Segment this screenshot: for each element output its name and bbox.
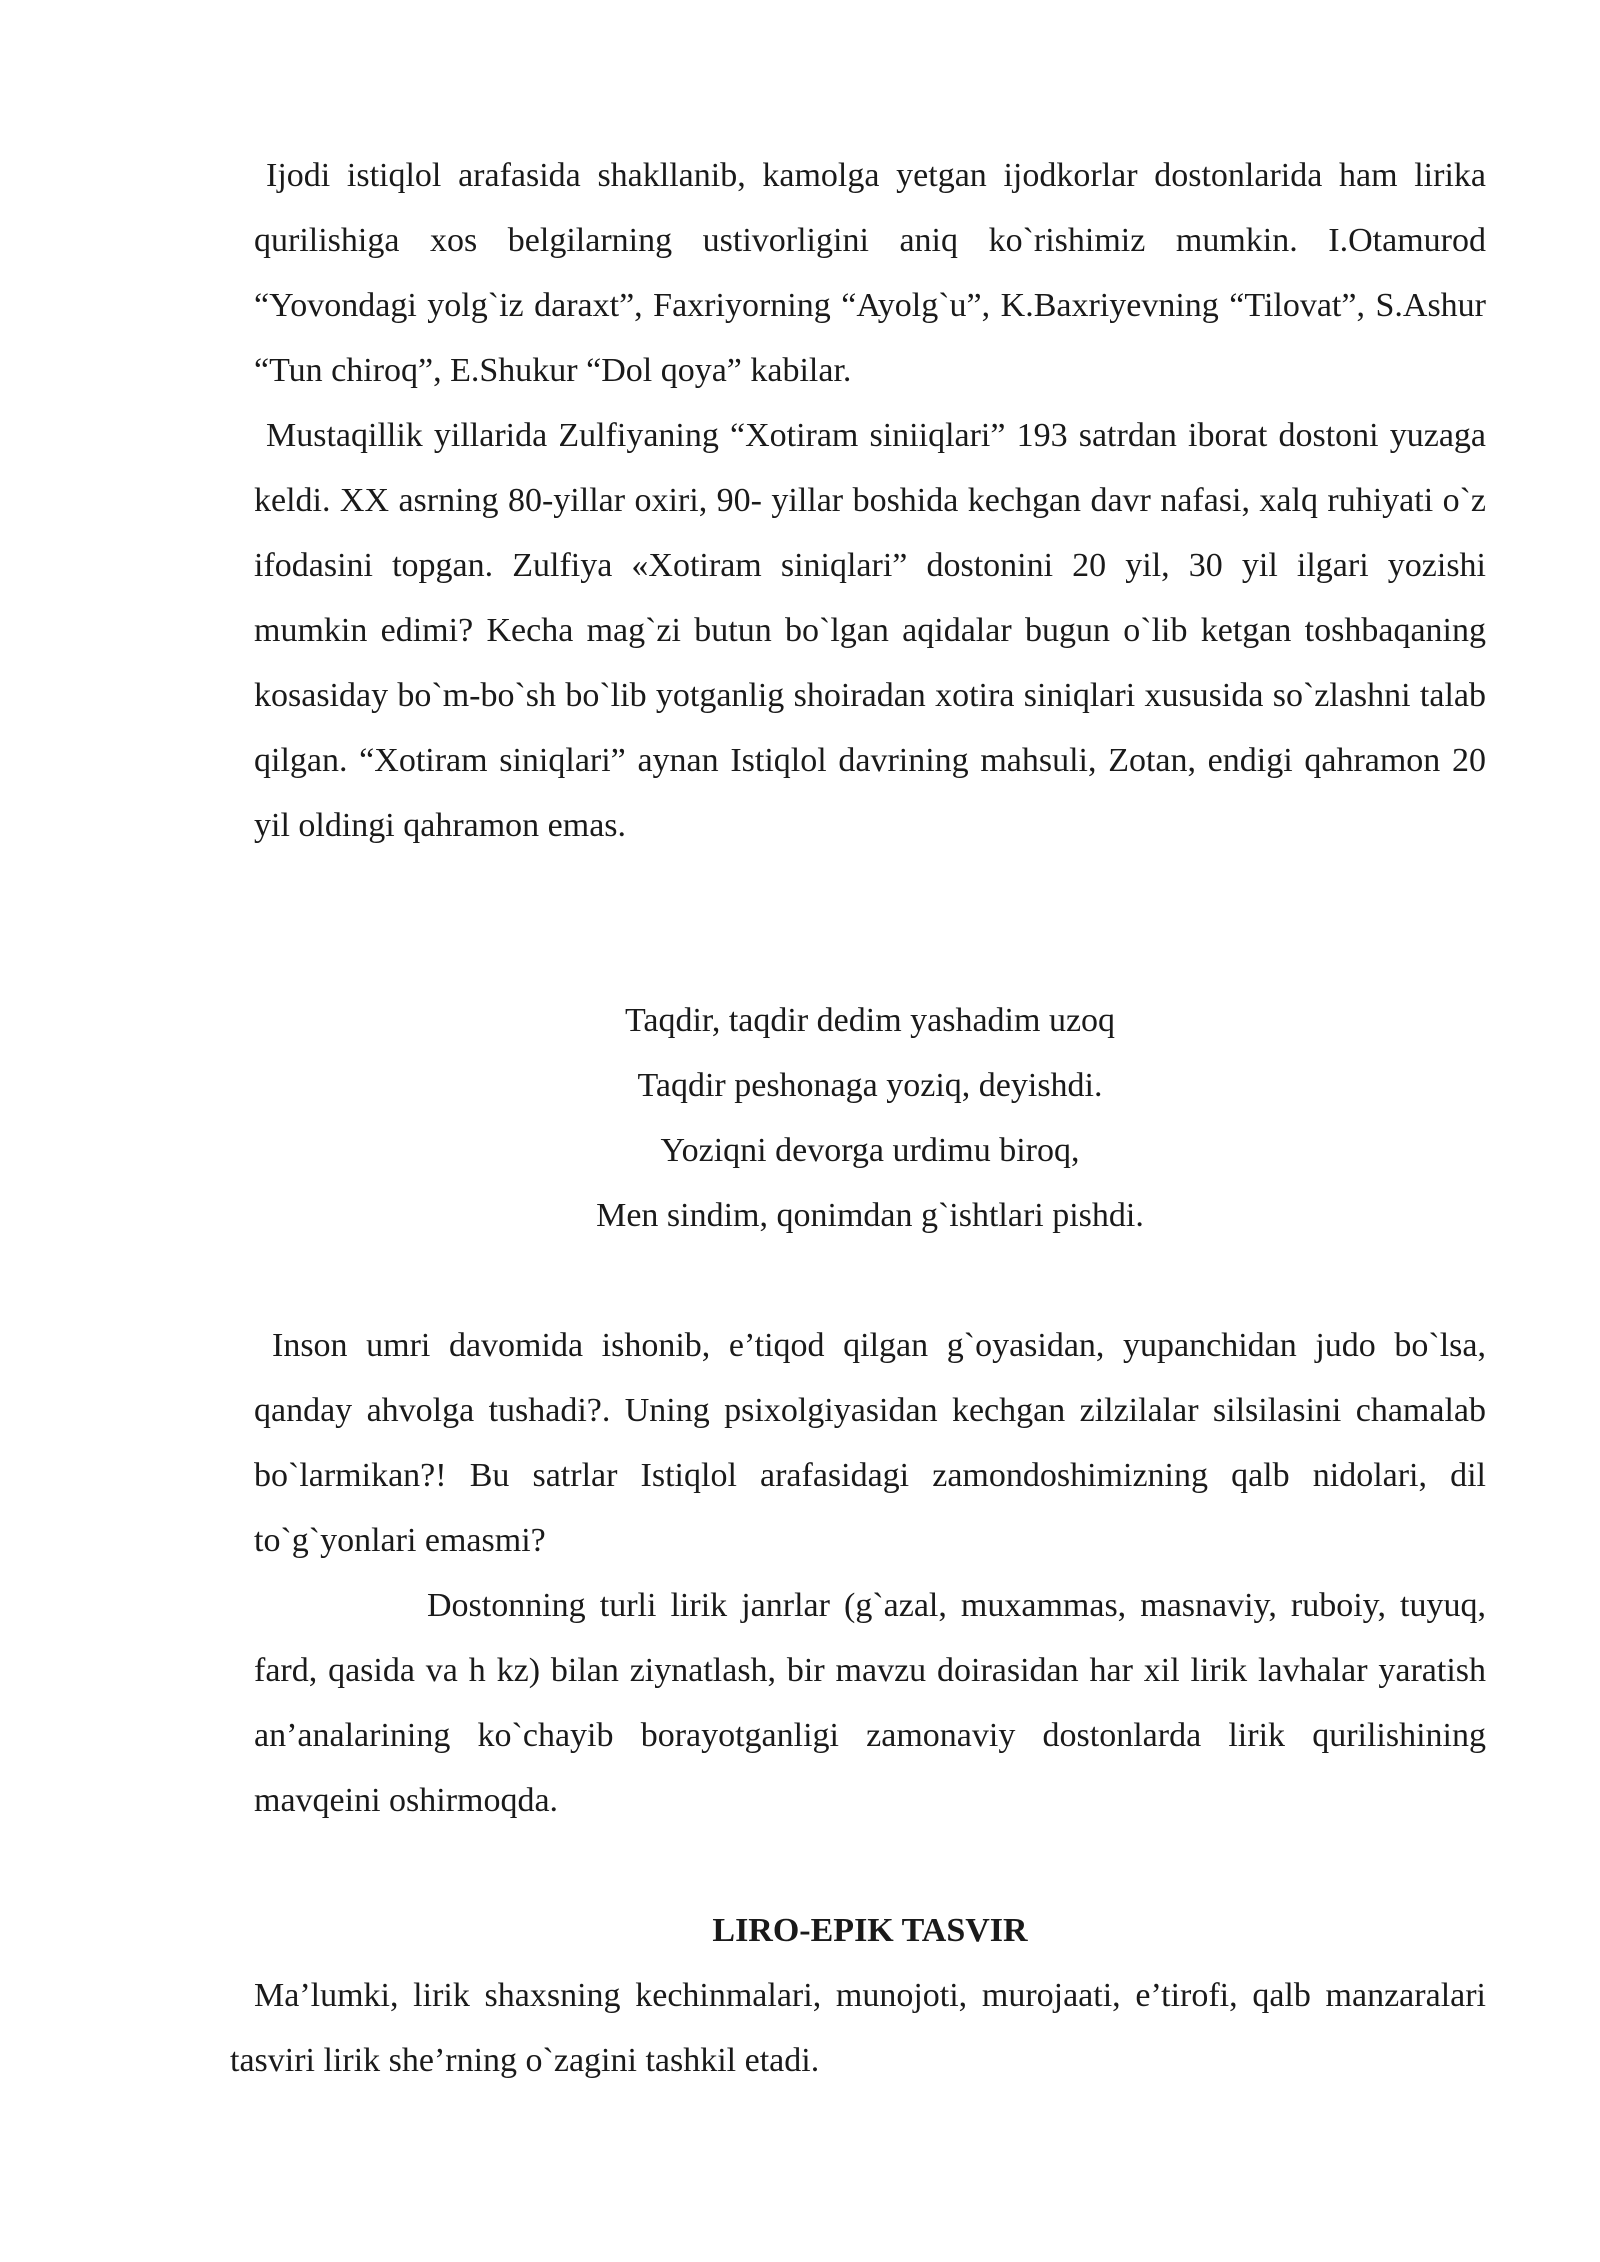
paragraph: Ijodi istiqlol arafasida shakllanib, kamolga yetgan ijodkorlar dostonlarida ham lirika qurilishiga xos belgilarning ustivorligini aniq ko`rishimiz mumkin. I.Otamurod “Yovondagi yolg`iz daraxt”, Faxriyorning “Ayolg`u”, K.Baxriyevning “Tilovat”, S.Ashur “Tun chiroq”, E.Shukur “Dol qoya” kabilar. xyxy=(254,157,1486,389)
paragraph: Mustaqillik yillarida Zulfiyaning “Xotiram siniiqlari” 193 satrdan iborat dostoni yuzaga keldi. XX asrning 80-yillar oxiri, 90- yillar boshida kechgan davr nafasi, xalq ruhiyati o`z ifodasini topgan. Zulfiya «Xotiram siniqlari” dostonini 20 yil, 30 yil ilgari yozishi mumkin edimi? Kecha mag`zi butun bo`lgan aqidalar bugun o`lib ketgan toshbaqaning kosasiday bo`m-bo`sh bo`lib yotganlig shoiradan xotira siniqlari xususida so`zlashni talab qilgan. “Xotiram siniqlari” aynan Istiqlol davrining mahsuli, Zotan, endigi qahramon 20 yil oldingi qahramon emas. xyxy=(254,417,1486,844)
poem-line: Yoziqni devorga urdimu biroq, xyxy=(660,1132,1080,1169)
section-heading: LIRO-EPIK TASVIR xyxy=(712,1912,1028,1949)
poem-stanza xyxy=(254,988,1486,1248)
poem-line: Taqdir, taqdir dedim yashadim uzoq xyxy=(624,1002,1116,1039)
poem-line: Taqdir peshonaga yoziq, deyishdi. xyxy=(637,1067,1103,1104)
paragraph: Inson umri davomida ishonib, e’tiqod qilgan g`oyasidan, yupanchidan judo bo`lsa, qanday ahvolga tushadi?. Uning psixolgiyasidan kechgan zilzilalar silsilasini chamalab bo`larmikan?! Bu satrlar Istiqlol arafasidagi zamondoshimizning qalb nidolari, dil to`g`yonlari emasmi? xyxy=(254,1327,1486,1559)
paragraph: Dostonning turli lirik janrlar (g`azal, muxammas, masnaviy, ruboiy, tuyuq, fard, qasida va h kz) bilan ziynatlash, bir mavzu doirasidan har xil lirik lavhalar yaratish an’analarining ko`chayib borayotganligi zamonaviy dostonlarda lirik qurilishining mavqeini oshirmoqda. xyxy=(254,1587,1486,1819)
poem-line: Men sindim, qonimdan g`ishtlari pishdi. xyxy=(596,1197,1144,1234)
paragraph: Ma’lumki, lirik shaxsning kechinmalari, munojoti, murojaati, e’tirofi, qalb manzaralari tasviri lirik she’rning o`zagini tashkil etadi. xyxy=(230,1977,1486,2079)
